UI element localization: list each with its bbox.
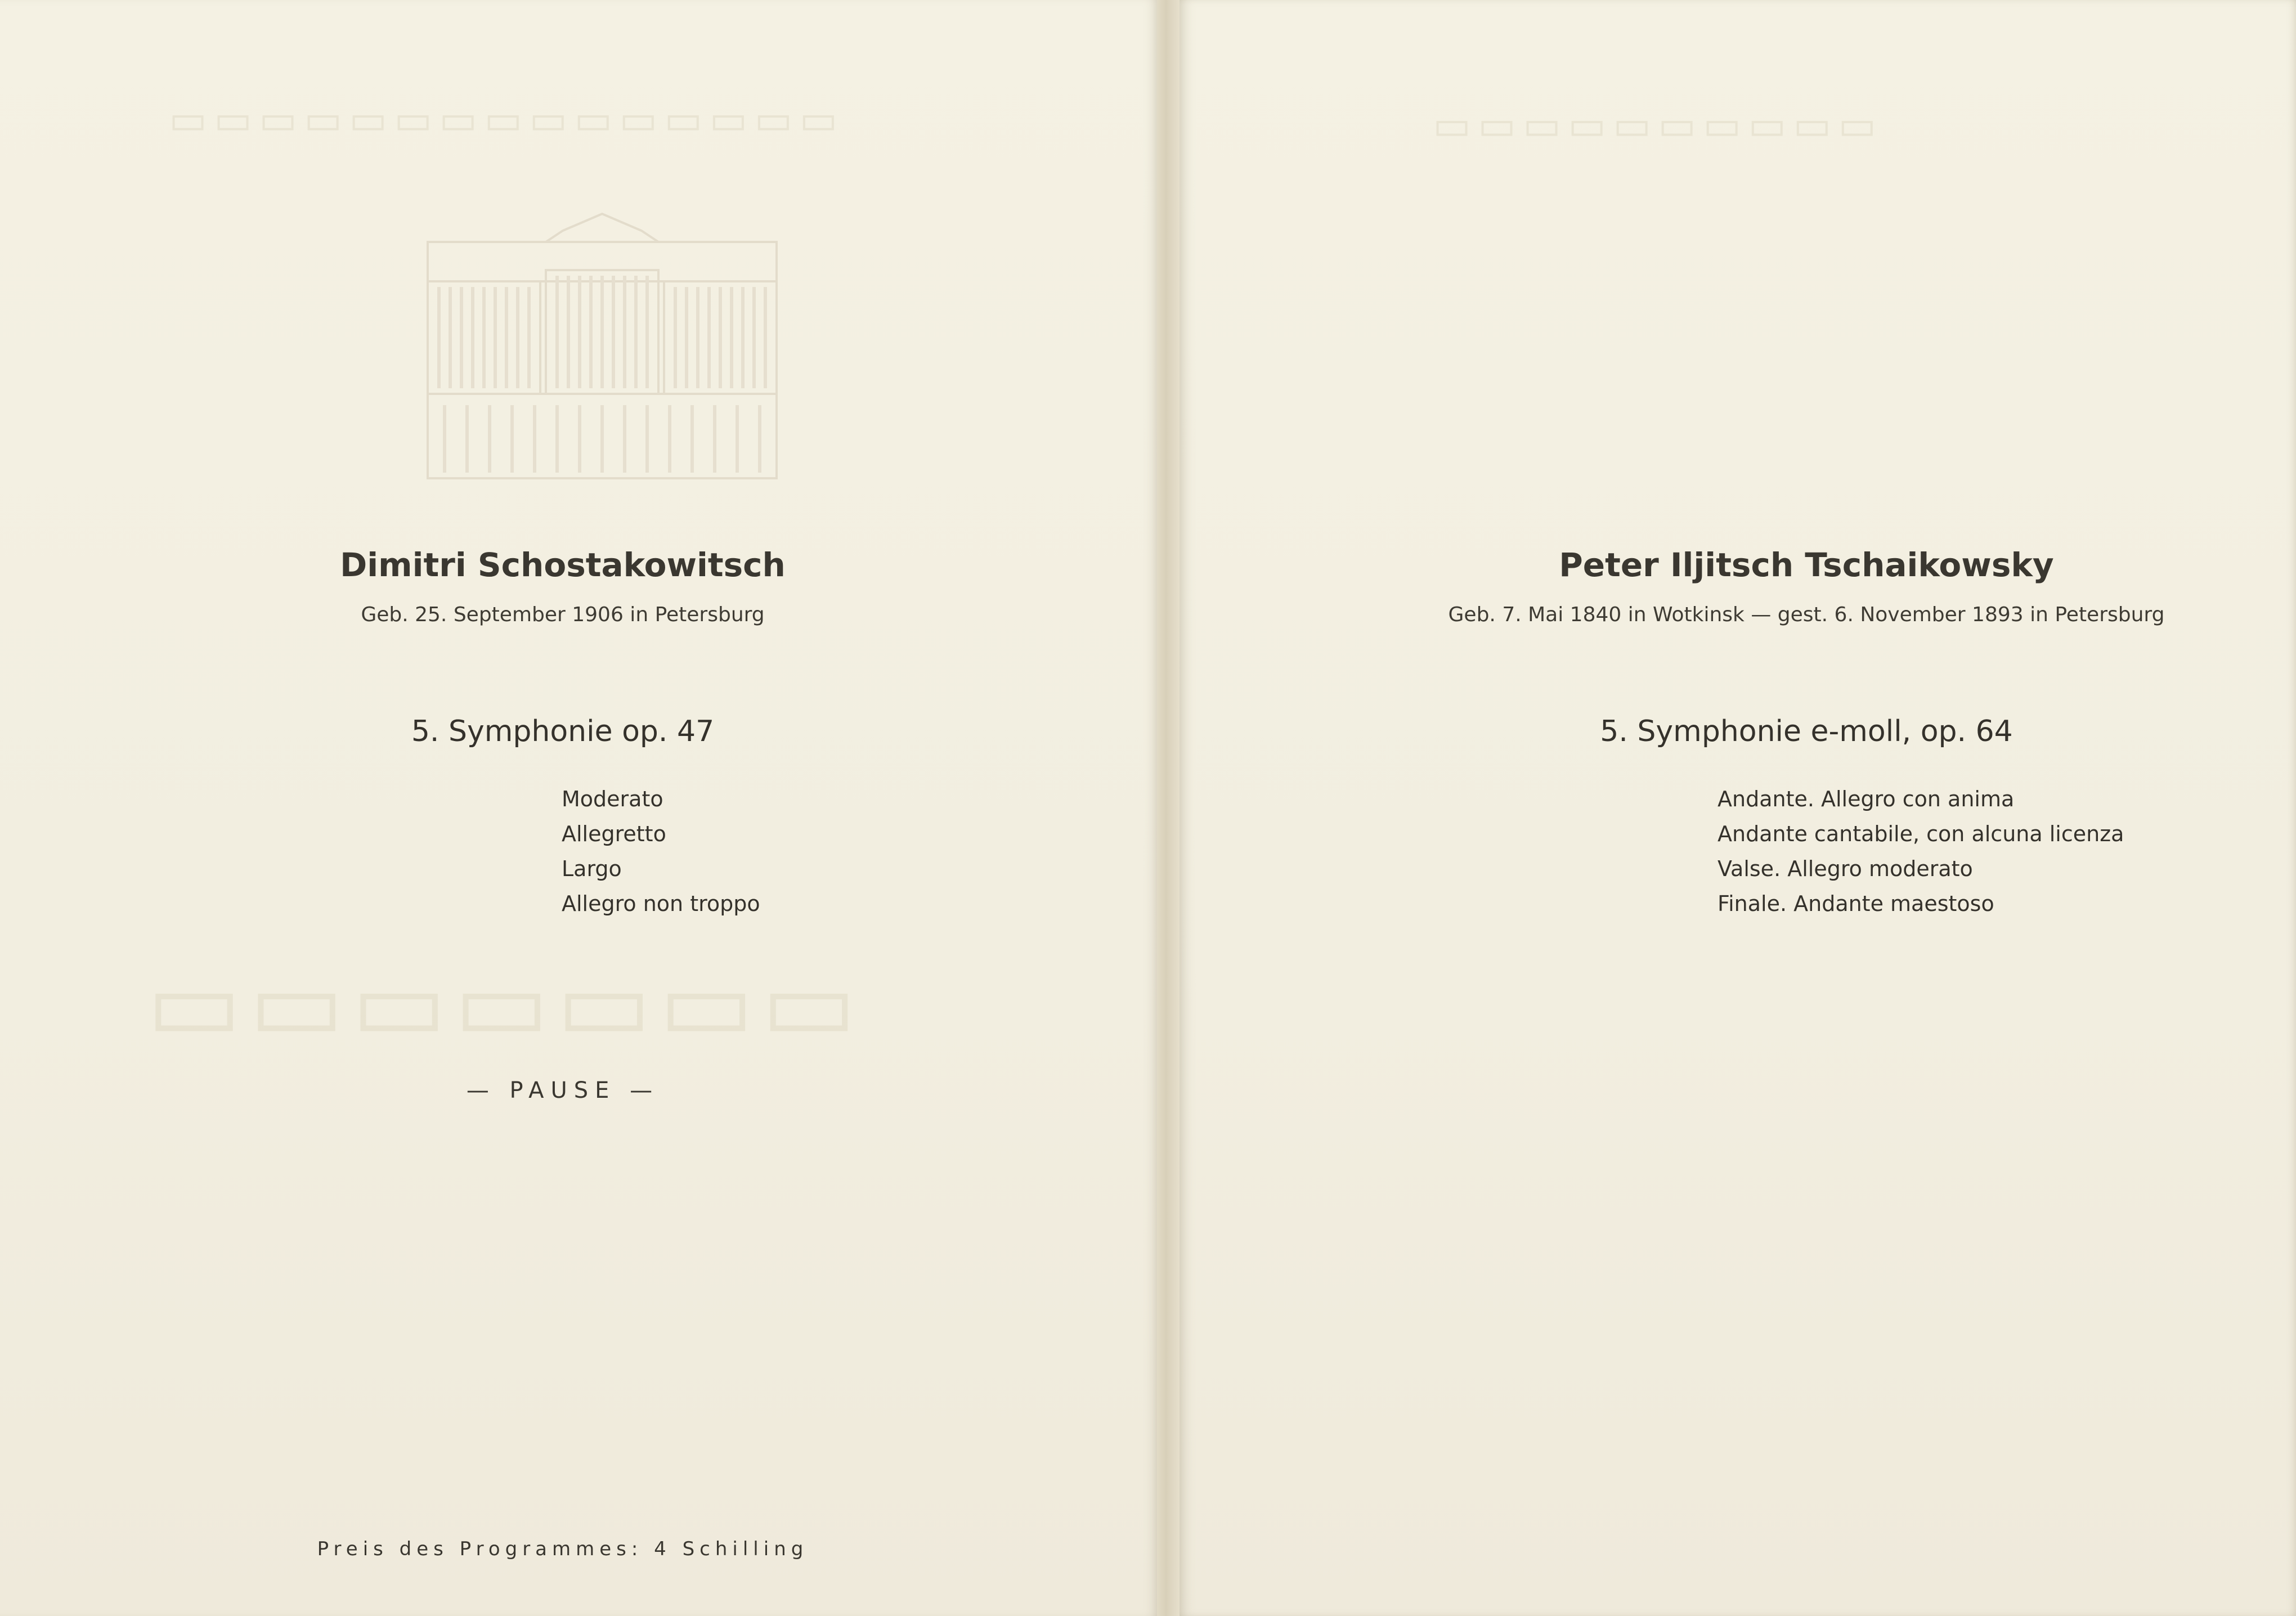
- show-through-text: ▭▭▭▭▭▭▭▭▭▭: [1433, 101, 1884, 149]
- program-price: Preis des Programmes: 4 Schilling: [317, 1538, 809, 1560]
- show-through-text: ▭▭▭▭▭▭▭▭▭▭▭▭▭▭▭: [169, 96, 845, 143]
- movement-item: Andante cantabile, con alcuna licenza: [1717, 822, 2124, 846]
- composer-name: Peter Iljitsch Tschaikowsky: [1559, 546, 2054, 584]
- movement-list: [1717, 782, 2124, 921]
- movement-item: Allegro non troppo: [562, 891, 760, 916]
- movement-item: Largo: [562, 856, 622, 881]
- work-title: 5. Symphonie op. 47: [411, 715, 715, 748]
- right-page: [1180, 0, 2296, 1616]
- movement-item: Allegretto: [562, 822, 666, 846]
- composer-name: Dimitri Schostakowitsch: [340, 546, 786, 584]
- show-through-text: ▭▭▭▭▭▭▭: [146, 945, 864, 1063]
- organ-emboss-icon: [416, 208, 788, 501]
- center-fold: [1157, 0, 1180, 1616]
- movement-item: Finale. Andante maestoso: [1717, 891, 1994, 916]
- movement-item: Valse. Allegro moderato: [1717, 856, 1973, 881]
- work-title: 5. Symphonie e-moll, op. 64: [1600, 715, 2013, 748]
- movement-list: [562, 782, 760, 921]
- composer-dates: Geb. 25. September 1906 in Petersburg: [361, 603, 765, 626]
- movement-item: Andante. Allegro con anima: [1717, 787, 2015, 811]
- composer-dates: Geb. 7. Mai 1840 in Wotkinsk — gest. 6. November 1893 in Petersburg: [1448, 603, 2165, 626]
- movement-item: Moderato: [562, 787, 663, 811]
- intermission-label: — PAUSE —: [466, 1078, 660, 1103]
